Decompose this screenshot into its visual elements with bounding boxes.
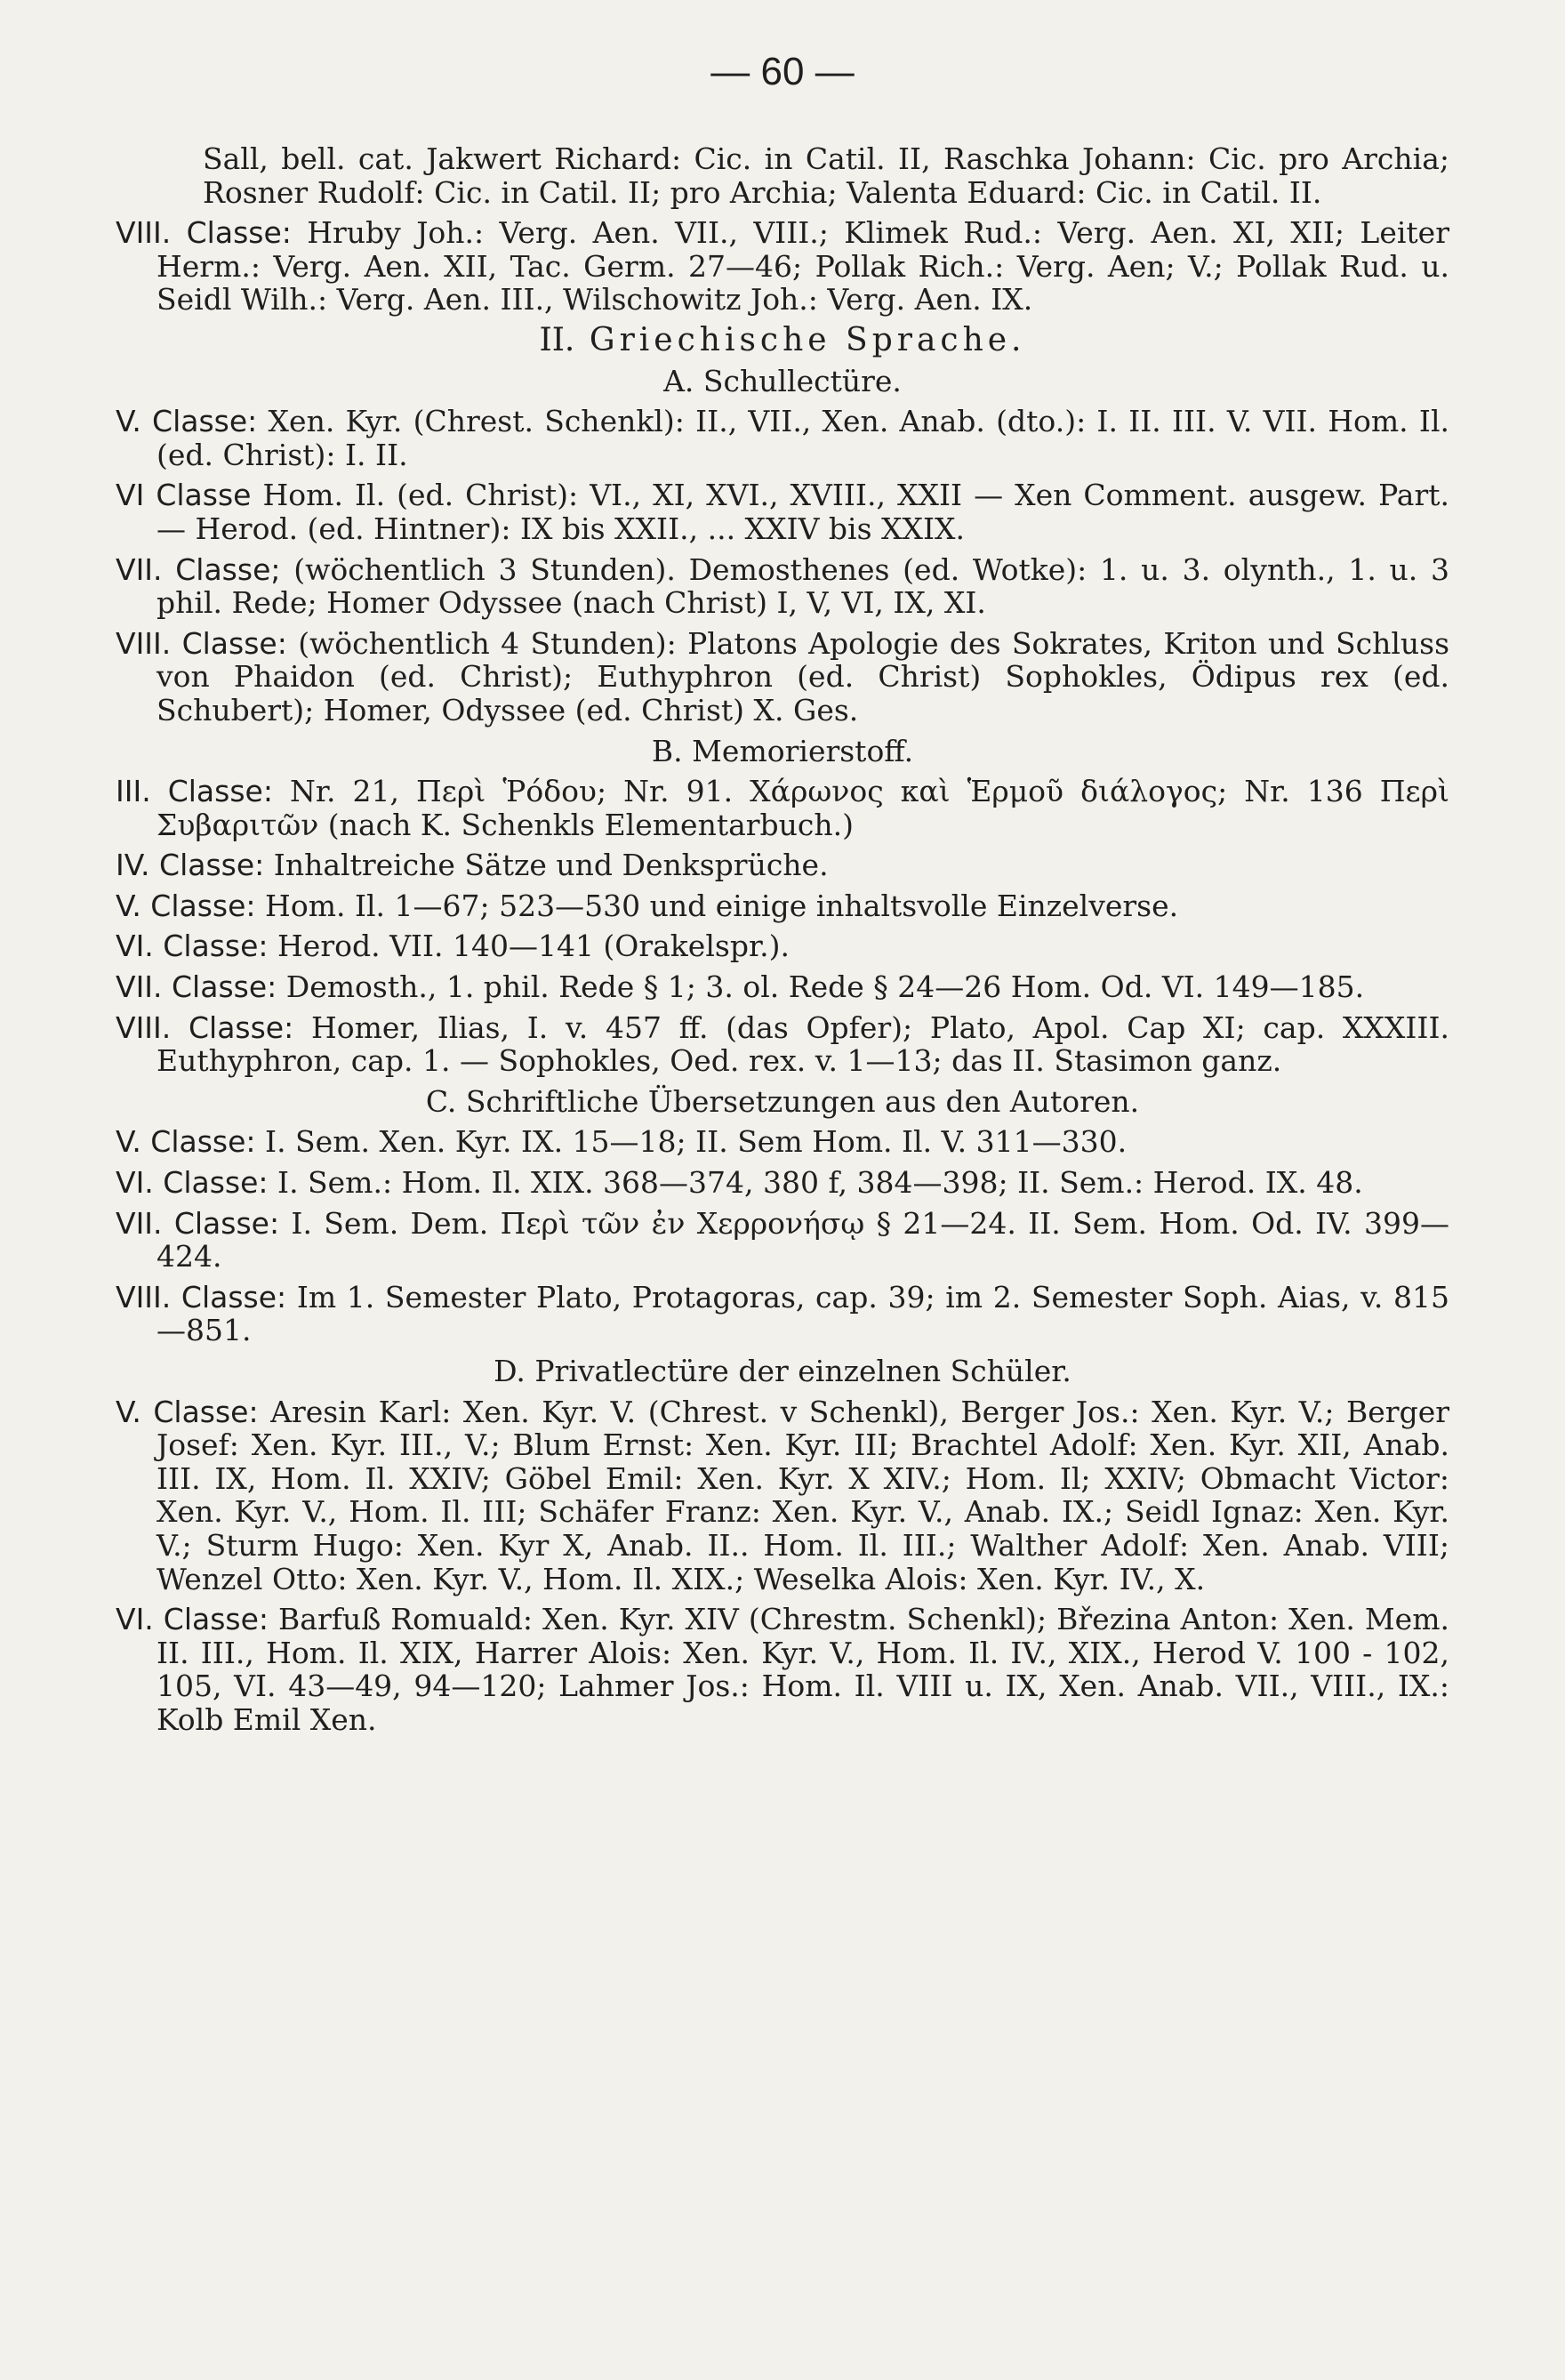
class-label: VII. Classe: [116, 1205, 280, 1241]
list-item [116, 1281, 1449, 1347]
intro-paragraph: Sall, bell. cat. Jakwert Richard: Cic. in Catil. II, Raschka Johann: Cic. pro Archia; Rosner Rudolf: Cic. in Catil. II; pro Archia; Valenta Eduard: Cic. in Catil. II. [203, 141, 1449, 210]
section-roman: II. [539, 321, 575, 358]
class-label: VI Classe [116, 478, 252, 513]
class-label: V. Classe: [116, 1394, 259, 1429]
subsection-heading-c: C. Schriftliche Übersetzungen aus den Autoren. [425, 1083, 1140, 1119]
list-item [116, 1166, 1449, 1200]
latin-viii-paragraph [116, 216, 1449, 317]
entry-text: Hruby Joh.: Verg. Aen. VII., VIII.; Klimek Rud.: Verg. Aen. XI, XII; Leiter Herm.: Verg. Aen. XII, Tac. Germ. 27—46; Pollak Rich.: Verg. Aen; V.; Pollak Rud. u. Seidl Wilh.: Verg. Aen. III., Wilschowitz Joh.: Verg. Aen. IX. [156, 215, 1449, 318]
entry-text: (wöchentlich 3 Stunden). Demosthenes (ed. Wotke): 1. u. 3. olynth., 1. u. 3 phil. Rede; Homer Odyssee (nach Christ) I, V, VI, IX, XI. [156, 551, 1449, 621]
entry-text: Im 1. Semester Plato, Protagoras, cap. 39; im 2. Semester Soph. Aias, v. 815—851. [156, 1279, 1449, 1348]
entry-text: I. Sem. Xen. Kyr. IX. 15—18; II. Sem Hom. Il. V. 311—330. [265, 1124, 1128, 1160]
section-title: Griechische Sprache. [589, 321, 1026, 358]
entry-text: I. Sem. Dem. Περὶ τῶν ἐν Χερρονήσῳ § 21—24. II. Sem. Hom. Od. IV. 399—424. [156, 1205, 1449, 1274]
class-label: VI. Classe: [116, 1165, 269, 1201]
page-number: — 60 — [710, 50, 855, 93]
class-label: V. Classe: [116, 1124, 256, 1160]
entry-text: Xen. Kyr. (Chrest. Schenkl): II., VII., Xen. Anab. (dto.): I. II. III. V. VII. Hom. Il. (ed. Christ): I. II. [156, 404, 1449, 472]
entry-text: (wöchentlich 4 Stunden): Platons Apologie des Sokrates, Kriton und Schluss von Phaidon (ed. Christ); Euthyphron (ed. Christ) Sophokles, Ödipus rex (ed. Schubert); Homer, Odyssee (ed. Christ) X. Ges. [156, 625, 1450, 728]
entry-text: Demosth., 1. phil. Rede § 1; 3. ol. Rede § 24—26 Hom. Od. VI. 149—185. [285, 969, 1365, 1005]
list-item [116, 1395, 1449, 1596]
list-item [116, 478, 1449, 545]
class-label: III. Classe: [116, 774, 273, 809]
entry-text: Aresin Karl: Xen. Kyr. V. (Chrest. v Schenkl), Berger Jos.: Xen. Kyr. V.; Berger Josef: Xen. Kyr. III., V.; Blum Ernst: Xen. Kyr. III; Brachtel Adolf: Xen. Kyr. XII, Anab. III. IX, Hom. Il. XXIV; Göbel Emil: Xen. Kyr. X XIV.; Hom. Il; XXIV; Obmacht Victor: Xen. Kyr. V., Hom. Il. III; Schäfer Franz: Xen. Kyr. V., Anab. IX.; Seidl Ignaz: Xen. Kyr. V.; Sturm Hugo: Xen. Kyr X, Anab. II.. Hom. Il. III.; Walther Adolf: Xen. Anab. VIII; Wenzel Otto: Xen. Kyr. V., Hom. Il. XIX.; Weselka Alois: Xen. Kyr. IV., X. [156, 1394, 1449, 1596]
entry-text: Hom. Il. (ed. Christ): VI., XI, XVI., XVIII., XXII — Xen Comment. ausgew. Part. — Herod. (ed. Hintner): IX bis XXII., ... XXIV bis XXIX. [156, 478, 1449, 546]
page-body [116, 142, 1449, 1744]
list-item [116, 1125, 1449, 1159]
list-item [116, 1603, 1449, 1736]
list-item [116, 929, 1449, 963]
class-label: V. Classe: [116, 888, 256, 923]
entry-text: Barfuß Romuald: Xen. Kyr. XIV (Chrestm. Schenkl); Březina Anton: Xen. Mem. II. III., Hom. Il. XIX, Harrer Alois: Xen. Kyr. V., Hom. Il. IV., XIX., Herod V. 100 - 102, 105, VI. 43—49, 94—120; Lahmer Jos.: Hom. Il. VIII u. IX, Xen. Anab. VII., VIII., IX.: Kolb Emil Xen. [156, 1602, 1449, 1737]
entry-text: I. Sem.: Hom. Il. XIX. 368—374, 380 f, 384—398; II. Sem.: Herod. IX. 48. [277, 1165, 1363, 1201]
class-label: VI. Classe: [116, 929, 269, 964]
list-item [116, 553, 1449, 620]
class-label: VII. Classe: [116, 969, 277, 1005]
subsection-heading-a: A. Schullectüre. [663, 363, 902, 398]
entry-text: Nr. 21, Περὶ Ῥόδου; Nr. 91. Χάρωνος καὶ Ἑρμοῦ διάλογος; Nr. 136 Περὶ Συβαριτῶν (nach K. Schenkls Elementarbuch.) [156, 774, 1449, 842]
section-heading-greek [116, 321, 1449, 358]
entry-text: Herod. VII. 140—141 (Orakelspr.). [277, 929, 790, 964]
class-label: VIII. Classe: [116, 1279, 287, 1315]
subsection-heading-d: D. Privatlectüre der einzelnen Schüler. [494, 1354, 1071, 1388]
class-label: VIII. Classe: [116, 1009, 294, 1045]
list-item [116, 627, 1449, 728]
list-item [116, 848, 1449, 882]
class-label: VII. Classe; [116, 551, 281, 587]
list-item [116, 405, 1449, 471]
list-item [116, 1207, 1449, 1274]
list-item [116, 970, 1449, 1004]
class-label: V. Classe: [116, 404, 258, 439]
subsection-heading-b: B. Memorierstoff. [651, 733, 914, 768]
list-item [116, 889, 1449, 923]
class-label: VI. Classe: [116, 1602, 269, 1637]
list-item [116, 775, 1449, 841]
class-label: VIII. Classe: [116, 625, 287, 661]
list-item [116, 1011, 1449, 1078]
class-label: VIII. Classe: [116, 215, 292, 251]
entry-text: Hom. Il. 1—67; 523—530 und einige inhaltsvolle Einzelverse. [265, 888, 1179, 923]
class-label: IV. Classe: [116, 848, 265, 883]
entry-text: Inhaltreiche Sätze und Denksprüche. [273, 848, 829, 883]
entry-text: Homer, Ilias, I. v. 457 ff. (das Opfer); Plato, Apol. Cap XI; cap. XXXIII. Euthyphron, cap. 1. — Sophokles, Oed. rex. v. 1—13; das II. Stasimon ganz. [156, 1009, 1449, 1079]
